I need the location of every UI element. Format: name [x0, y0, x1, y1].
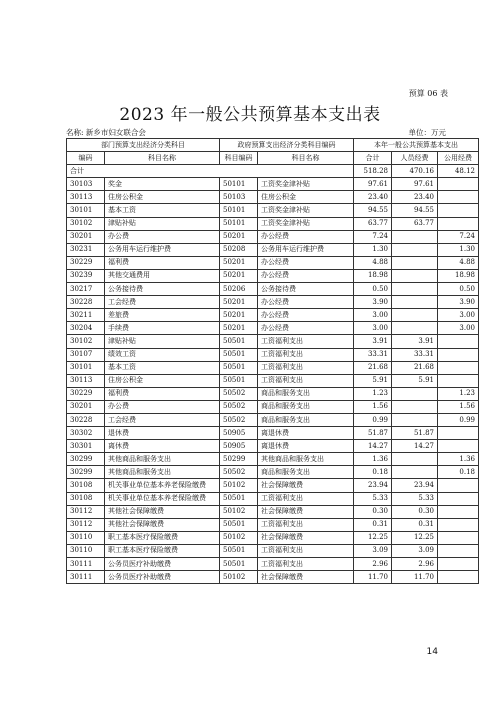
- table-row: [67, 178, 479, 191]
- cell-subject: 其他商品和服务支出: [105, 453, 220, 466]
- cell-gov-subject: 工资福利支出: [258, 361, 354, 374]
- cell-public: [438, 191, 479, 204]
- table-row: [67, 544, 479, 557]
- cell-public: 0.50: [438, 283, 479, 296]
- cell-public: [438, 531, 479, 544]
- cell-gov-code: 50201: [220, 296, 258, 309]
- unit-label: 单位：万元: [408, 128, 446, 137]
- header-subject2: 科目名称: [258, 152, 354, 165]
- cell-total: 23.40: [354, 191, 392, 204]
- cell-subject: 基本工资: [105, 204, 220, 217]
- cell-public: [438, 374, 479, 387]
- cell-subject: 福利费: [105, 387, 220, 400]
- cell-gov-subject: 商品和服务支出: [258, 413, 354, 426]
- header-personnel: 人员经费: [392, 152, 438, 165]
- cell-gov-subject: 商品和服务支出: [258, 466, 354, 479]
- cell-total: 4.88: [354, 256, 392, 269]
- cell-personnel: 21.68: [392, 361, 438, 374]
- header-code2: 科目编码: [220, 152, 258, 165]
- cell-public: [438, 440, 479, 453]
- cell-subject: 职工基本医疗保险缴费: [105, 531, 220, 544]
- table-row: [67, 440, 479, 453]
- cell-total: 14.27: [354, 440, 392, 453]
- cell-subject: 工会经费: [105, 413, 220, 426]
- cell-personnel: 11.70: [392, 571, 438, 584]
- cell-gov-subject: 住房公积金: [258, 191, 354, 204]
- table-row: [67, 309, 479, 322]
- cell-personnel: 23.40: [392, 191, 438, 204]
- cell-public: [438, 544, 479, 557]
- cell-total: 3.90: [354, 296, 392, 309]
- cell-subject: 住房公积金: [105, 191, 220, 204]
- table-row: [67, 387, 479, 400]
- cell-code: 30110: [67, 544, 105, 557]
- header-total: 合计: [354, 152, 392, 165]
- cell-public: [438, 427, 479, 440]
- cell-code: 30302: [67, 427, 105, 440]
- cell-personnel: [392, 256, 438, 269]
- table-row: [67, 558, 479, 571]
- cell-subject: 其他社会保障缴费: [105, 505, 220, 518]
- cell-gov-subject: 工资奖金津补贴: [258, 217, 354, 230]
- cell-subject: 差旅费: [105, 309, 220, 322]
- cell-code: 30211: [67, 309, 105, 322]
- cell-personnel: [392, 466, 438, 479]
- budget-table: [66, 138, 479, 584]
- cell-gov-subject: 工资福利支出: [258, 558, 354, 571]
- table-row: [67, 492, 479, 505]
- cell-personnel: 5.33: [392, 492, 438, 505]
- cell-gov-code: 50101: [220, 204, 258, 217]
- cell-subject: 公务用车运行维护费: [105, 243, 220, 256]
- cell-code: 30101: [67, 204, 105, 217]
- table-row: [67, 413, 479, 426]
- table-row: [67, 335, 479, 348]
- cell-total: 7.24: [354, 230, 392, 243]
- header-subject: 科目名称: [105, 152, 220, 165]
- cell-gov-code: 50501: [220, 335, 258, 348]
- cell-total: 1.56: [354, 400, 392, 413]
- cell-subject: 津贴补贴: [105, 217, 220, 230]
- cell-code: 30107: [67, 348, 105, 361]
- org-name: 新乡市妇女联合会: [85, 128, 146, 137]
- cell-gov-code: 50502: [220, 413, 258, 426]
- cell-subject: 离休费: [105, 440, 220, 453]
- cell-subject: 公务接待费: [105, 283, 220, 296]
- form-tag: 预算 06 表: [408, 89, 448, 98]
- cell-gov-subject: 公务用车运行维护费: [258, 243, 354, 256]
- table-row: [67, 518, 479, 531]
- cell-subject: 手续费: [105, 322, 220, 335]
- cell-gov-code: 50501: [220, 518, 258, 531]
- table-row: [67, 453, 479, 466]
- total-public: 48.12: [438, 165, 479, 178]
- cell-gov-subject: 办公经费: [258, 309, 354, 322]
- table-row: [67, 479, 479, 492]
- table-row: [67, 230, 479, 243]
- cell-personnel: [392, 413, 438, 426]
- cell-subject: 住房公积金: [105, 374, 220, 387]
- cell-total: 1.30: [354, 243, 392, 256]
- document-title: 2023 年一般公共预算基本支出表: [119, 105, 381, 125]
- cell-gov-code: 50103: [220, 191, 258, 204]
- cell-public: [438, 492, 479, 505]
- table-row: [67, 217, 479, 230]
- cell-gov-subject: 工资奖金津补贴: [258, 178, 354, 191]
- table-row: [67, 243, 479, 256]
- cell-gov-code: 50206: [220, 283, 258, 296]
- cell-gov-subject: 工资奖金津补贴: [258, 204, 354, 217]
- table-row: [67, 571, 479, 584]
- cell-personnel: [392, 269, 438, 282]
- cell-personnel: [392, 296, 438, 309]
- table-row: [67, 296, 479, 309]
- cell-gov-subject: 社会保障缴费: [258, 505, 354, 518]
- cell-gov-code: 50208: [220, 243, 258, 256]
- cell-subject: 机关事业单位基本养老保险缴费: [105, 479, 220, 492]
- cell-total: 23.94: [354, 479, 392, 492]
- cell-gov-subject: 商品和服务支出: [258, 400, 354, 413]
- cell-personnel: [392, 387, 438, 400]
- table-row: [67, 269, 479, 282]
- cell-gov-code: 50501: [220, 492, 258, 505]
- cell-gov-code: 50201: [220, 256, 258, 269]
- cell-gov-subject: 离退休费: [258, 440, 354, 453]
- cell-public: [438, 335, 479, 348]
- cell-code: 30228: [67, 296, 105, 309]
- cell-gov-subject: 办公经费: [258, 269, 354, 282]
- cell-total: 3.09: [354, 544, 392, 557]
- cell-code: 30228: [67, 413, 105, 426]
- cell-code: 30108: [67, 492, 105, 505]
- cell-subject: 工会经费: [105, 296, 220, 309]
- cell-personnel: 3.09: [392, 544, 438, 557]
- cell-gov-code: 50905: [220, 440, 258, 453]
- header-gov-group: 政府预算支出经济分类科目编码: [220, 139, 354, 152]
- cell-total: 33.31: [354, 348, 392, 361]
- cell-personnel: [392, 453, 438, 466]
- table-row: [67, 256, 479, 269]
- total-total: 518.28: [354, 165, 392, 178]
- cell-subject: 退休费: [105, 427, 220, 440]
- cell-subject: 福利费: [105, 256, 220, 269]
- cell-code: 30108: [67, 479, 105, 492]
- org-line: [66, 127, 446, 138]
- cell-code: 30204: [67, 322, 105, 335]
- cell-subject: 基本工资: [105, 361, 220, 374]
- cell-total: 3.00: [354, 309, 392, 322]
- cell-personnel: [392, 283, 438, 296]
- table-row: [67, 466, 479, 479]
- cell-total: 12.25: [354, 531, 392, 544]
- cell-subject: 其他社会保障缴费: [105, 518, 220, 531]
- cell-public: [438, 348, 479, 361]
- cell-personnel: 14.27: [392, 440, 438, 453]
- cell-code: 30112: [67, 505, 105, 518]
- cell-total: 51.87: [354, 427, 392, 440]
- cell-subject: 津贴补贴: [105, 335, 220, 348]
- cell-code: 30111: [67, 558, 105, 571]
- cell-code: 30217: [67, 283, 105, 296]
- cell-gov-code: 50102: [220, 571, 258, 584]
- table-row: [67, 348, 479, 361]
- cell-public: [438, 204, 479, 217]
- cell-code: 30201: [67, 230, 105, 243]
- cell-gov-subject: 工资福利支出: [258, 492, 354, 505]
- cell-gov-code: 50502: [220, 466, 258, 479]
- cell-total: 63.77: [354, 217, 392, 230]
- cell-personnel: 3.91: [392, 335, 438, 348]
- cell-gov-subject: 社会保障缴费: [258, 571, 354, 584]
- cell-public: 0.18: [438, 466, 479, 479]
- cell-total: 1.23: [354, 387, 392, 400]
- cell-code: 30239: [67, 269, 105, 282]
- cell-gov-subject: 社会保障缴费: [258, 531, 354, 544]
- cell-gov-code: 50102: [220, 531, 258, 544]
- cell-gov-code: 50502: [220, 400, 258, 413]
- cell-public: [438, 571, 479, 584]
- cell-total: 94.55: [354, 204, 392, 217]
- cell-total: 3.91: [354, 335, 392, 348]
- cell-subject: 公务员医疗补助缴费: [105, 571, 220, 584]
- cell-public: 3.90: [438, 296, 479, 309]
- header-public: 公用经费: [438, 152, 479, 165]
- cell-total: 1.36: [354, 453, 392, 466]
- cell-gov-code: 50905: [220, 427, 258, 440]
- cell-public: 1.36: [438, 453, 479, 466]
- cell-total: 5.91: [354, 374, 392, 387]
- cell-personnel: 94.55: [392, 204, 438, 217]
- cell-personnel: 51.87: [392, 427, 438, 440]
- cell-personnel: 0.30: [392, 505, 438, 518]
- cell-gov-subject: 社会保障缴费: [258, 479, 354, 492]
- cell-personnel: 5.91: [392, 374, 438, 387]
- header-budget-group: 本年一般公共预算基本支出: [354, 139, 479, 152]
- total-label: 合计: [67, 165, 354, 178]
- cell-gov-subject: 工资福利支出: [258, 374, 354, 387]
- cell-gov-subject: 工资福利支出: [258, 348, 354, 361]
- cell-total: 11.70: [354, 571, 392, 584]
- total-row: [67, 165, 479, 178]
- cell-personnel: 23.94: [392, 479, 438, 492]
- table-row: [67, 204, 479, 217]
- cell-gov-subject: 工资福利支出: [258, 544, 354, 557]
- cell-gov-code: 50501: [220, 348, 258, 361]
- cell-public: 3.00: [438, 309, 479, 322]
- cell-total: 0.30: [354, 505, 392, 518]
- cell-subject: 办公费: [105, 230, 220, 243]
- cell-code: 30110: [67, 531, 105, 544]
- cell-gov-code: 50501: [220, 374, 258, 387]
- cell-gov-code: 50299: [220, 453, 258, 466]
- cell-code: 30231: [67, 243, 105, 256]
- table-row: [67, 283, 479, 296]
- cell-code: 30299: [67, 466, 105, 479]
- cell-code: 30111: [67, 571, 105, 584]
- cell-code: 30103: [67, 178, 105, 191]
- cell-public: 0.99: [438, 413, 479, 426]
- header-dept-group: 部门预算支出经济分类科目: [67, 139, 220, 152]
- cell-subject: 办公费: [105, 400, 220, 413]
- cell-gov-code: 50201: [220, 230, 258, 243]
- table-row: [67, 374, 479, 387]
- cell-gov-code: 50102: [220, 479, 258, 492]
- cell-total: 0.99: [354, 413, 392, 426]
- cell-public: [438, 505, 479, 518]
- cell-code: 30229: [67, 387, 105, 400]
- cell-personnel: 63.77: [392, 217, 438, 230]
- cell-public: 3.00: [438, 322, 479, 335]
- cell-total: 0.50: [354, 283, 392, 296]
- cell-public: [438, 558, 479, 571]
- table-row: [67, 531, 479, 544]
- cell-total: 0.31: [354, 518, 392, 531]
- cell-total: 2.96: [354, 558, 392, 571]
- cell-subject: 其他交通费用: [105, 269, 220, 282]
- cell-gov-code: 50501: [220, 361, 258, 374]
- page-number: 14: [426, 647, 438, 657]
- cell-gov-subject: 其他商品和服务支出: [258, 453, 354, 466]
- cell-total: 21.68: [354, 361, 392, 374]
- cell-personnel: [392, 230, 438, 243]
- table-row: [67, 427, 479, 440]
- cell-personnel: 97.61: [392, 178, 438, 191]
- cell-public: 4.88: [438, 256, 479, 269]
- table-row: [67, 400, 479, 413]
- cell-gov-subject: 工资福利支出: [258, 518, 354, 531]
- cell-gov-code: 50101: [220, 217, 258, 230]
- cell-gov-code: 50501: [220, 544, 258, 557]
- cell-gov-subject: 公务接待费: [258, 283, 354, 296]
- cell-code: 30229: [67, 256, 105, 269]
- cell-public: 7.24: [438, 230, 479, 243]
- cell-gov-subject: 办公经费: [258, 322, 354, 335]
- org-label: 名称:: [66, 128, 84, 137]
- cell-code: 30112: [67, 518, 105, 531]
- cell-gov-subject: 离退休费: [258, 427, 354, 440]
- cell-personnel: [392, 400, 438, 413]
- cell-total: 3.00: [354, 322, 392, 335]
- cell-total: 18.98: [354, 269, 392, 282]
- cell-public: [438, 217, 479, 230]
- cell-public: [438, 361, 479, 374]
- cell-public: [438, 518, 479, 531]
- cell-gov-code: 50501: [220, 558, 258, 571]
- cell-gov-code: 50102: [220, 505, 258, 518]
- total-personnel: 470.16: [392, 165, 438, 178]
- cell-gov-code: 50201: [220, 322, 258, 335]
- cell-code: 30101: [67, 361, 105, 374]
- cell-subject: 机关事业单位基本养老保险缴费: [105, 492, 220, 505]
- cell-subject: 职工基本医疗保险缴费: [105, 544, 220, 557]
- cell-gov-code: 50101: [220, 178, 258, 191]
- cell-code: 30102: [67, 217, 105, 230]
- table-row: [67, 361, 479, 374]
- cell-public: [438, 479, 479, 492]
- cell-personnel: 12.25: [392, 531, 438, 544]
- table-row: [67, 322, 479, 335]
- cell-code: 30201: [67, 400, 105, 413]
- cell-public: 1.30: [438, 243, 479, 256]
- cell-personnel: 0.31: [392, 518, 438, 531]
- cell-code: 30102: [67, 335, 105, 348]
- table-row: [67, 505, 479, 518]
- cell-subject: 其他商品和服务支出: [105, 466, 220, 479]
- cell-code: 30113: [67, 191, 105, 204]
- cell-personnel: [392, 243, 438, 256]
- cell-gov-code: 50201: [220, 309, 258, 322]
- cell-gov-subject: 工资福利支出: [258, 335, 354, 348]
- cell-subject: 公务员医疗补助缴费: [105, 558, 220, 571]
- cell-total: 0.18: [354, 466, 392, 479]
- cell-gov-subject: 办公经费: [258, 230, 354, 243]
- cell-personnel: [392, 309, 438, 322]
- cell-subject: 绩效工资: [105, 348, 220, 361]
- cell-personnel: 2.96: [392, 558, 438, 571]
- table-row: [67, 191, 479, 204]
- cell-total: 97.61: [354, 178, 392, 191]
- cell-public: 18.98: [438, 269, 479, 282]
- header-code: 编码: [67, 152, 105, 165]
- cell-gov-code: 50502: [220, 387, 258, 400]
- cell-gov-subject: 办公经费: [258, 296, 354, 309]
- cell-code: 30301: [67, 440, 105, 453]
- cell-gov-subject: 商品和服务支出: [258, 387, 354, 400]
- cell-code: 30299: [67, 453, 105, 466]
- cell-public: 1.23: [438, 387, 479, 400]
- cell-total: 5.33: [354, 492, 392, 505]
- cell-gov-code: 50201: [220, 269, 258, 282]
- cell-public: [438, 178, 479, 191]
- cell-public: 1.56: [438, 400, 479, 413]
- cell-subject: 奖金: [105, 178, 220, 191]
- cell-code: 30113: [67, 374, 105, 387]
- cell-gov-subject: 办公经费: [258, 256, 354, 269]
- cell-personnel: 33.31: [392, 348, 438, 361]
- cell-personnel: [392, 322, 438, 335]
